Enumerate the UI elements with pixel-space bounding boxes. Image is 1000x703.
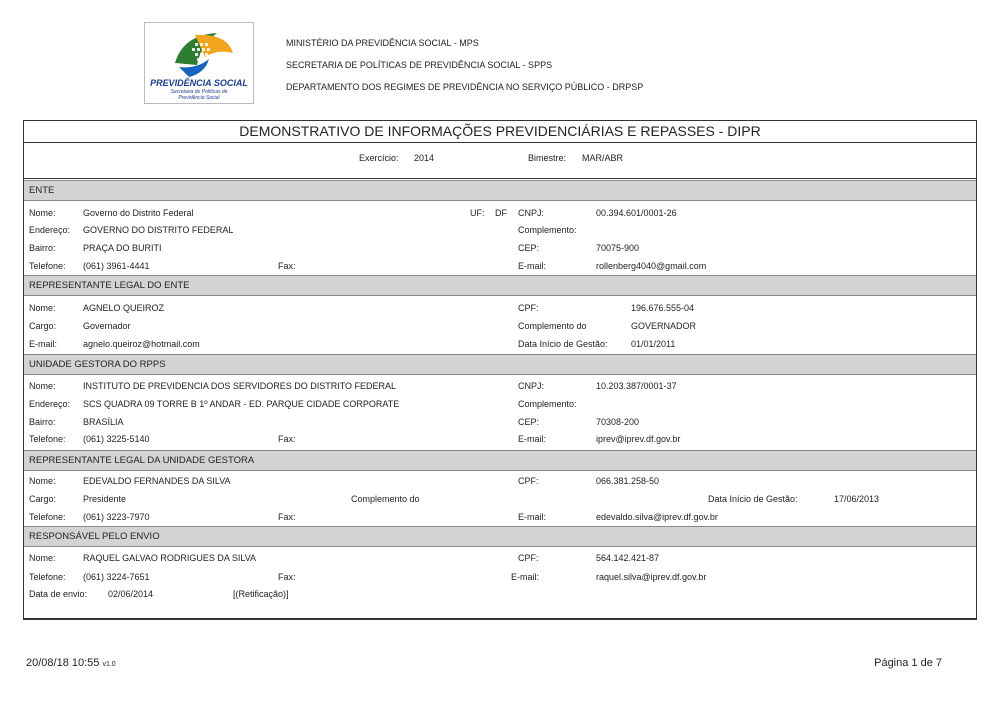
ente-endereco: GOVERNO DO DISTRITO FEDERAL <box>83 225 234 235</box>
rep-unidade-cpf-label: CPF: <box>518 476 539 486</box>
unidade-endereco: SCS QUADRA 09 TORRE B 1º ANDAR - ED. PARQUE CIDADE CORPORATE <box>83 399 400 409</box>
unidade-nome-label: Nome: <box>29 381 56 391</box>
rep-ente-complemento-label: Complemento do <box>518 321 587 331</box>
unidade-nome: INSTITUTO DE PREVIDENCIA DOS SERVIDORES DO DISTRITO FEDERAL <box>83 381 397 391</box>
retificacao-label: [(Retificação)] <box>233 589 289 599</box>
ente-uf: DF <box>495 208 507 218</box>
ente-fax-label: Fax: <box>278 261 296 271</box>
ente-telefone: (061) 3961-4441 <box>83 261 150 271</box>
responsavel-fax-label: Fax: <box>278 572 296 582</box>
responsavel-email: raquel.silva@iprev.df.gov.br <box>596 572 707 582</box>
header-ministry: MINISTÉRIO DA PREVIDÊNCIA SOCIAL - MPS <box>286 38 479 48</box>
ente-bairro: PRAÇA DO BURITI <box>83 243 162 253</box>
bimestre-label: Bimestre: <box>528 153 567 163</box>
rep-ente-data-label: Data Início de Gestão: <box>518 339 608 349</box>
rep-ente-nome: AGNELO QUEIROZ <box>83 303 165 313</box>
header-department: DEPARTAMENTO DOS REGIMES DE PREVIDÊNCIA NO SERVIÇO PÚBLICO - DRPSP <box>286 82 644 92</box>
ente-cep: 70075-900 <box>596 243 640 253</box>
rep-ente-cpf-label: CPF: <box>518 303 539 313</box>
responsavel-cpf: 564.142.421-87 <box>596 553 660 563</box>
unidade-complemento-label: Complemento: <box>518 399 577 409</box>
rep-unidade-cargo: Presidente <box>83 494 127 504</box>
footer-datetime-text: 20/08/18 10:55 <box>26 657 100 669</box>
exercicio-label: Exercício: <box>359 153 399 163</box>
ente-nome: Governo do Distrito Federal <box>83 208 194 218</box>
unidade-cnpj-label: CNPJ: <box>518 381 545 391</box>
rep-ente-cpf: 196.676.555-04 <box>631 303 695 313</box>
rep-unidade-nome-label: Nome: <box>29 476 56 486</box>
rep-unidade-cpf: 066.381.258-50 <box>596 476 660 486</box>
rep-unidade-telefone-label: Telefone: <box>29 512 66 522</box>
header-secretary: SECRETARIA DE POLÍTICAS DE PREVIDÊNCIA SOCIAL - SPPS <box>286 60 553 70</box>
responsavel-data-envio: 02/06/2014 <box>108 589 154 599</box>
rep-ente-nome-label: Nome: <box>29 303 56 313</box>
unidade-telefone-label: Telefone: <box>29 434 66 444</box>
unidade-bairro-label: Bairro: <box>29 417 56 427</box>
rep-ente-email: agnelo.queiroz@hotmail.com <box>83 339 200 349</box>
rep-unidade-data-label: Data Início de Gestão: <box>708 494 798 504</box>
unidade-bairro: BRASÍLIA <box>83 417 124 427</box>
section-rep-ente: REPRESENTANTE LEGAL DO ENTE <box>24 275 976 296</box>
report-title: DEMONSTRATIVO DE INFORMAÇÕES PREVIDENCIÁRIAS E REPASSES - DIPR <box>24 121 976 143</box>
rep-ente-cargo-label: Cargo: <box>29 321 57 331</box>
ente-uf-label: UF: <box>470 208 485 218</box>
section-unidade: UNIDADE GESTORA DO RPPS <box>24 354 976 375</box>
rep-ente-cargo: Governador <box>83 321 131 331</box>
ente-telefone-label: Telefone: <box>29 261 66 271</box>
responsavel-telefone: (061) 3224-7651 <box>83 572 150 582</box>
rep-unidade-telefone: (061) 3223-7970 <box>83 512 150 522</box>
footer-datetime <box>26 657 116 669</box>
rep-unidade-cargo-label: Cargo: <box>29 494 57 504</box>
exercicio-value: 2014 <box>414 153 435 163</box>
ente-cep-label: CEP: <box>518 243 540 253</box>
section-rep-unidade: REPRESENTANTE LEGAL DA UNIDADE GESTORA <box>24 450 976 471</box>
footer-page-number: Página 1 de 7 <box>874 657 942 669</box>
rep-ente-complemento: GOVERNADOR <box>631 321 697 331</box>
unidade-email-label: E-mail: <box>518 434 547 444</box>
responsavel-nome: RAQUEL GALVAO RODRIGUES DA SILVA <box>83 553 257 563</box>
rep-unidade-email-label: E-mail: <box>518 512 547 522</box>
responsavel-nome-label: Nome: <box>29 553 56 563</box>
rep-unidade-email: edevaldo.silva@iprev.df.gov.br <box>596 512 718 522</box>
responsavel-cpf-label: CPF: <box>518 553 539 563</box>
section-responsavel: RESPONSÁVEL PELO ENVIO <box>24 526 976 547</box>
unidade-fax-label: Fax: <box>278 434 296 444</box>
ente-email-label: E-mail: <box>518 261 547 271</box>
rep-unidade-fax-label: Fax: <box>278 512 296 522</box>
ente-endereco-label: Endereço: <box>29 225 71 235</box>
responsavel-email-label: E-mail: <box>511 572 540 582</box>
rep-unidade-data: 17/06/2013 <box>834 494 880 504</box>
previdencia-logo <box>144 22 254 104</box>
footer-version: v1.0 <box>102 661 116 668</box>
unidade-endereco-label: Endereço: <box>29 399 71 409</box>
responsavel-data-envio-label: Data de envio: <box>29 589 88 599</box>
unidade-cep-label: CEP: <box>518 417 540 427</box>
rep-ente-data: 01/01/2011 <box>631 339 676 349</box>
bimestre-value: MAR/ABR <box>582 153 624 163</box>
ente-bairro-label: Bairro: <box>29 243 56 253</box>
exercise-row <box>24 142 976 179</box>
ente-nome-label: Nome: <box>29 208 56 218</box>
logo-subtitle-1: Secretaria de Políticas de <box>170 89 228 95</box>
rep-unidade-nome: EDEVALDO FERNANDES DA SILVA <box>83 476 231 486</box>
unidade-telefone: (061) 3225-5140 <box>83 434 150 444</box>
rep-unidade-complemento-label: Complemento do <box>351 494 420 504</box>
ente-cnpj-label: CNPJ: <box>518 208 545 218</box>
logo-subtitle-2: Previdência Social <box>178 95 220 101</box>
rep-ente-email-label: E-mail: <box>29 339 58 349</box>
logo-title: PREVIDÊNCIA SOCIAL <box>150 78 248 88</box>
report-frame <box>23 120 977 620</box>
responsavel-telefone-label: Telefone: <box>29 572 66 582</box>
section-ente: ENTE <box>24 180 976 201</box>
unidade-email: iprev@iprev.df.gov.br <box>596 434 681 444</box>
ente-email: rollenberg4040@gmail.com <box>596 261 707 271</box>
ente-cnpj: 00.394.601/0001-26 <box>596 208 677 218</box>
ente-complemento-label: Complemento: <box>518 225 577 235</box>
unidade-cnpj: 10.203.387/0001-37 <box>596 381 677 391</box>
unidade-cep: 70308-200 <box>596 417 640 427</box>
